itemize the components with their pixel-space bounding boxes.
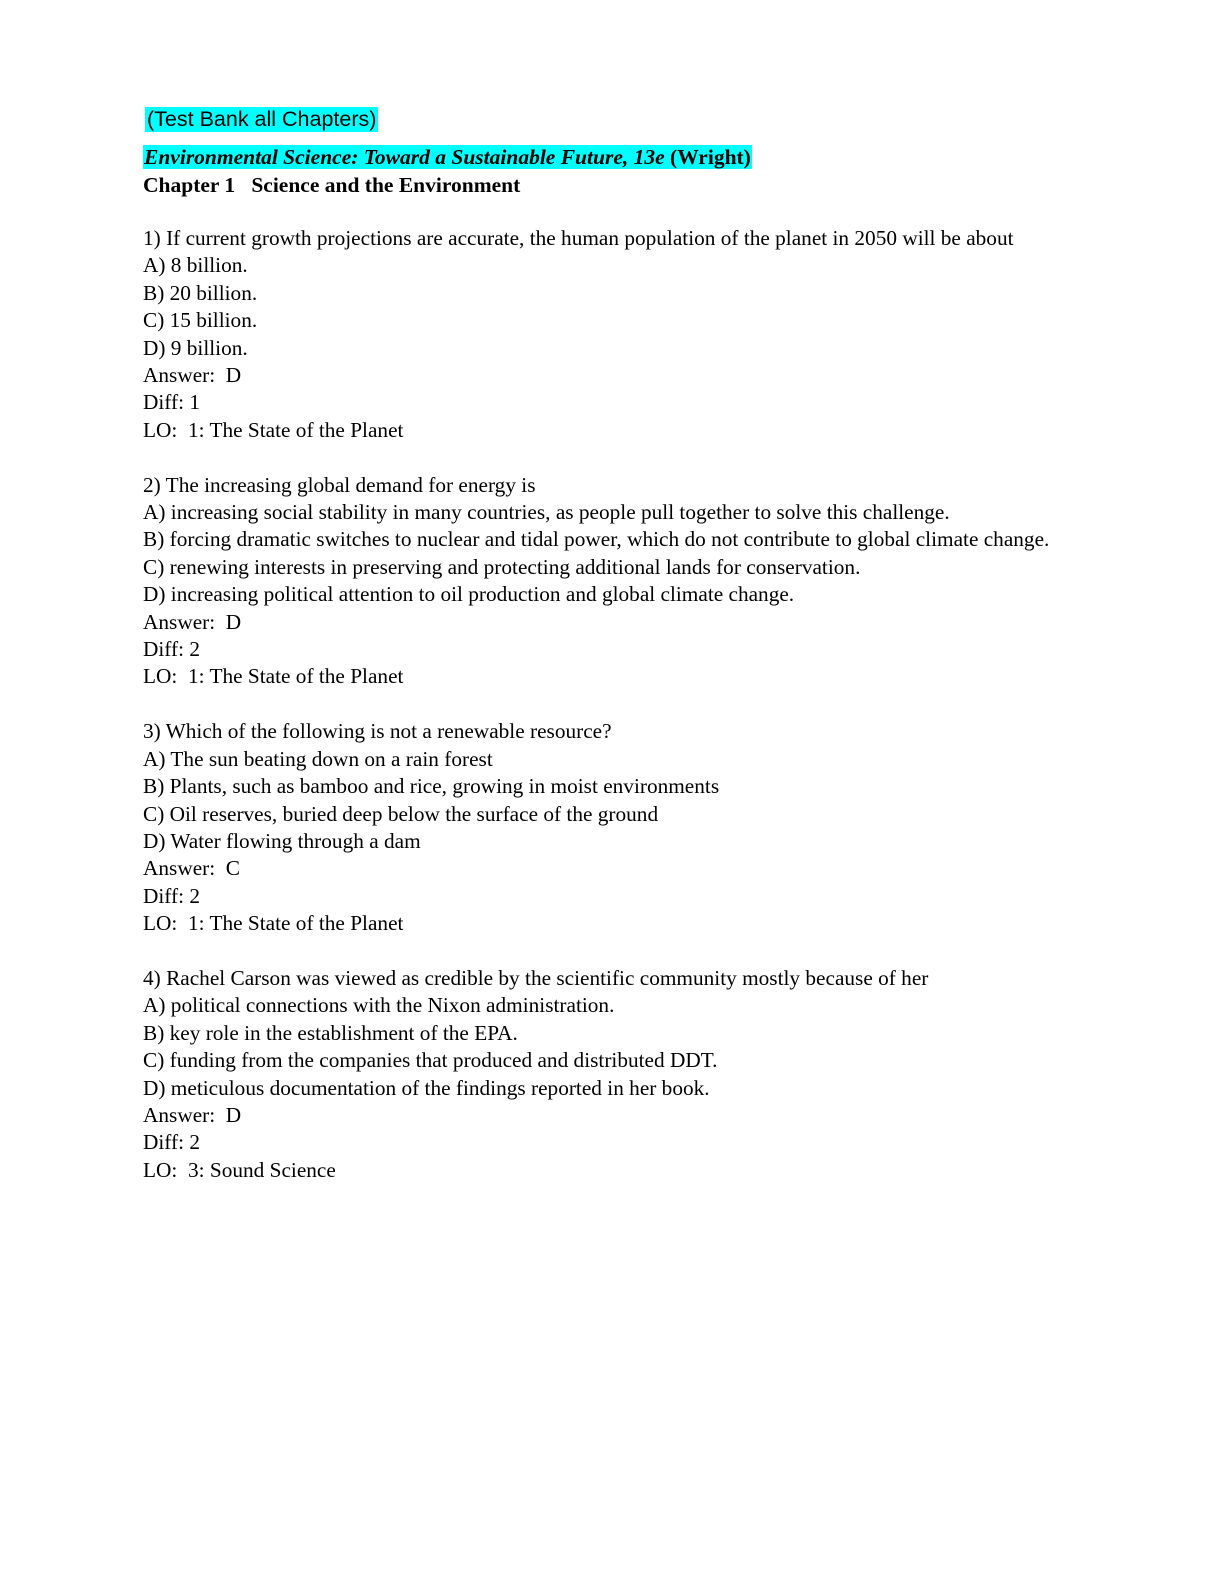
book-author: (Wright) <box>670 145 751 169</box>
test-bank-tag-text: (Test Bank all Chapters) <box>147 107 377 131</box>
correct-answer: Answer: D <box>143 363 242 388</box>
test-bank-tag <box>145 104 378 134</box>
answer-option: B) Plants, such as bamboo and rice, growing in moist environments <box>143 774 720 799</box>
difficulty: Diff: 2 <box>143 883 200 908</box>
answer-option: C) Oil reserves, buried deep below the surface of the ground <box>143 801 659 826</box>
book-title: Environmental Science: Toward a Sustainable Future, 13e <box>144 145 665 169</box>
chapter-number: Chapter 1 <box>143 173 236 197</box>
answer-option: B) forcing dramatic switches to nuclear and tidal power, which do not contribute to global climate change. <box>143 527 1050 552</box>
question-3 <box>143 718 1083 937</box>
answer-option: C) 15 billion. <box>143 308 258 333</box>
difficulty: Diff: 2 <box>143 637 200 662</box>
learning-objective: LO: 1: The State of the Planet <box>143 664 404 689</box>
question-stem: 4) Rachel Carson was viewed as credible by the scientific community mostly because of her <box>143 965 929 990</box>
answer-option: B) 20 billion. <box>143 280 258 305</box>
answer-option: A) 8 billion. <box>143 253 248 278</box>
answer-option: A) political connections with the Nixon administration. <box>143 993 615 1018</box>
answer-option: D) 9 billion. <box>143 335 248 360</box>
question-stem: 3) Which of the following is not a renewable resource? <box>143 719 612 744</box>
answer-option: D) meticulous documentation of the findings reported in her book. <box>143 1075 710 1100</box>
question-stem: 1) If current growth projections are accurate, the human population of the planet in 2050 will be about <box>143 226 1014 250</box>
chapter-title: Science and the Environment <box>251 173 521 197</box>
learning-objective: LO: 3: Sound Science <box>143 1157 336 1182</box>
difficulty: Diff: 1 <box>143 390 200 415</box>
question-1 <box>143 225 1083 444</box>
question-2 <box>143 472 1083 691</box>
question-4 <box>143 965 1083 1184</box>
correct-answer: Answer: D <box>143 1102 242 1127</box>
book-title-highlight <box>143 145 752 169</box>
answer-option: A) increasing social stability in many countries, as people pull together to solve this challenge. <box>143 500 950 525</box>
chapter-heading <box>143 171 520 199</box>
question-stem: 2) The increasing global demand for energy is <box>143 472 536 497</box>
difficulty: Diff: 2 <box>143 1130 200 1155</box>
answer-option: D) increasing political attention to oil production and global climate change. <box>143 582 795 607</box>
answer-option: C) funding from the companies that produced and distributed DDT. <box>143 1048 718 1073</box>
answer-option: B) key role in the establishment of the EPA. <box>143 1020 518 1045</box>
book-title-line <box>143 143 752 171</box>
question-list <box>143 225 1083 1212</box>
correct-answer: Answer: C <box>143 856 241 881</box>
learning-objective: LO: 1: The State of the Planet <box>143 911 404 936</box>
answer-option: A) The sun beating down on a rain forest <box>143 746 493 771</box>
correct-answer: Answer: D <box>143 609 242 634</box>
answer-option: C) renewing interests in preserving and protecting additional lands for conservation. <box>143 554 861 579</box>
learning-objective: LO: 1: The State of the Planet <box>143 417 404 442</box>
answer-option: D) Water flowing through a dam <box>143 828 421 853</box>
